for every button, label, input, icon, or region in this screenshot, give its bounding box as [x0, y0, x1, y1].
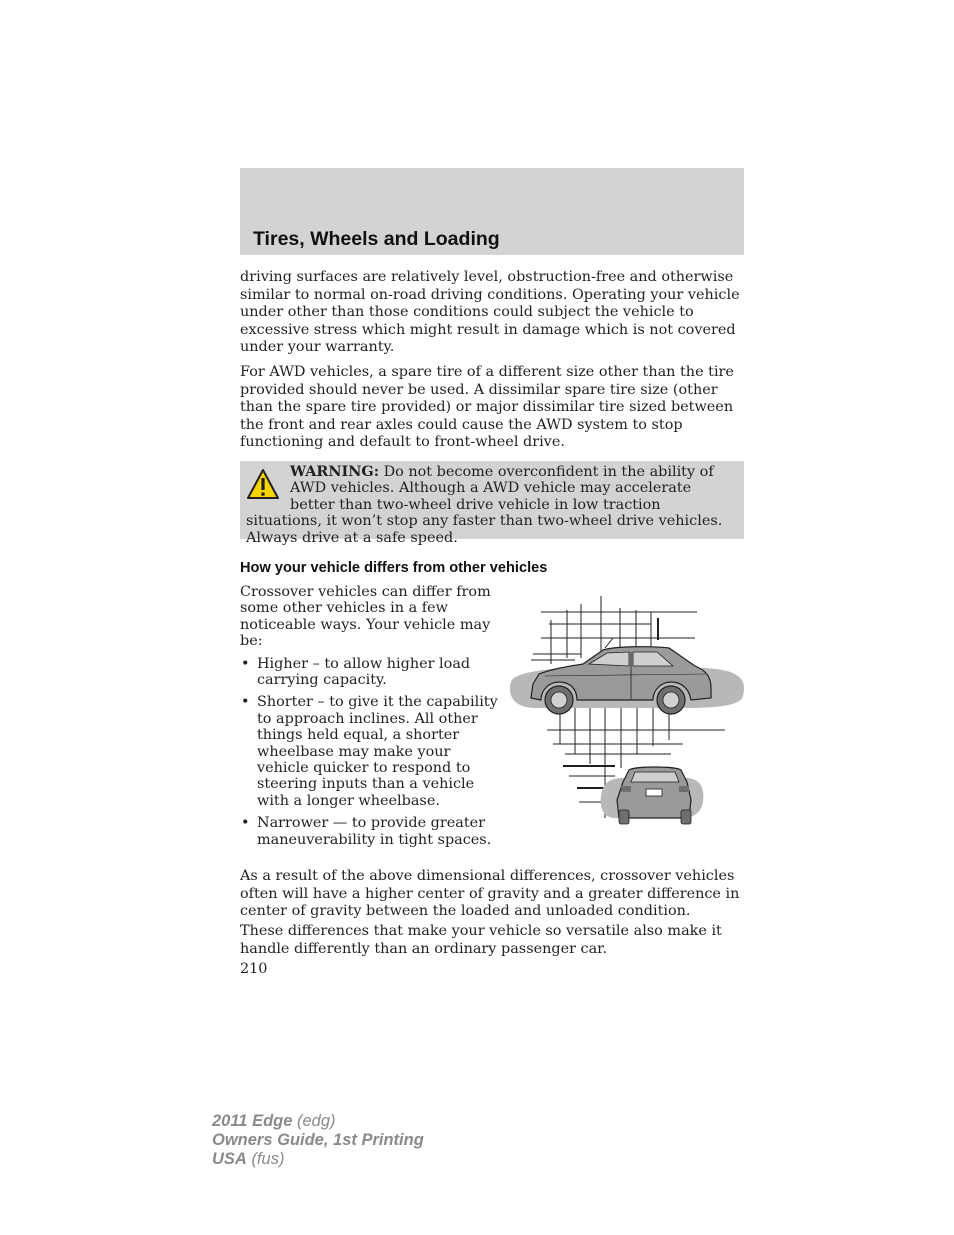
list-item: • Higher – to allow higher load carrying capacity.	[240, 656, 500, 689]
paragraph-center-of-gravity	[240, 868, 744, 921]
paragraph-driving-surfaces	[240, 269, 744, 357]
footer-model: 2011 Edge	[212, 1112, 293, 1130]
footer-guide: Owners Guide, 1st Printing	[212, 1131, 424, 1149]
footer-line-guide	[212, 1131, 424, 1150]
warning-label: WARNING:	[290, 463, 380, 480]
paragraph-text: driving surfaces are relatively level, obstruction-free and otherwise similar to normal on-road driving conditions. Operating your vehicle under other than those conditions could subject the vehicle to excessive stress which might result in damage which is not covered under your warranty.	[240, 269, 740, 356]
crossover-vehicle-illustration	[505, 596, 745, 836]
footer-market-code: (fus)	[251, 1150, 285, 1168]
section-heading: How your vehicle differs from other vehicles	[240, 560, 548, 576]
warning-text: Do not become overconfident in the ability of AWD vehicles. Although a AWD vehicle may accelerate better than two-wheel drive vehicle in low traction situations, it won’t stop any faster than two-wheel drive vehicles. Always drive at a safe speed.	[246, 464, 723, 546]
warning-box	[240, 461, 744, 546]
paragraph-text: For AWD vehicles, a spare tire of a different size other than the tire provided should never be used. A dissimilar spare tire size (other than the spare tire provided) or major dissimilar tire sized between the front and rear axles could cause the AWD system to stop functioning and default to front-wheel drive.	[240, 364, 734, 451]
footer-model-code: (edg)	[297, 1112, 336, 1130]
page-title: Tires, Wheels and Loading	[253, 228, 500, 250]
paragraph-text: These differences that make your vehicle so versatile also make it handle differently than an ordinary passenger car.	[240, 923, 722, 957]
section-header-band	[240, 168, 744, 255]
section-intro: Crossover vehicles can differ from some other vehicles in a few noticeable ways. Your vehicle may be:	[240, 584, 491, 650]
page-number: 210	[240, 961, 268, 977]
document-footer	[212, 1112, 424, 1169]
warning-triangle-icon	[246, 468, 280, 502]
list-item: • Shorter – to give it the capability to approach inclines. All other things held equal, a shorter wheelbase may make your vehicle quicker to respond to steering inputs than a vehicle with a longer wheelbase.	[240, 694, 500, 809]
paragraph-awd-spare-tire	[240, 364, 744, 452]
footer-line-market	[212, 1150, 424, 1169]
list-item: • Narrower — to provide greater maneuverability in tight spaces.	[240, 815, 500, 848]
bullet-list	[240, 656, 500, 848]
footer-market: USA	[212, 1150, 247, 1168]
section-body	[240, 584, 500, 854]
paragraph-handling-differences	[240, 923, 744, 958]
paragraph-text: As a result of the above dimensional differences, crossover vehicles often will have a higher center of gravity and a greater difference in center of gravity between the loaded and unloaded condition.	[240, 868, 740, 920]
footer-line-model	[212, 1112, 424, 1131]
